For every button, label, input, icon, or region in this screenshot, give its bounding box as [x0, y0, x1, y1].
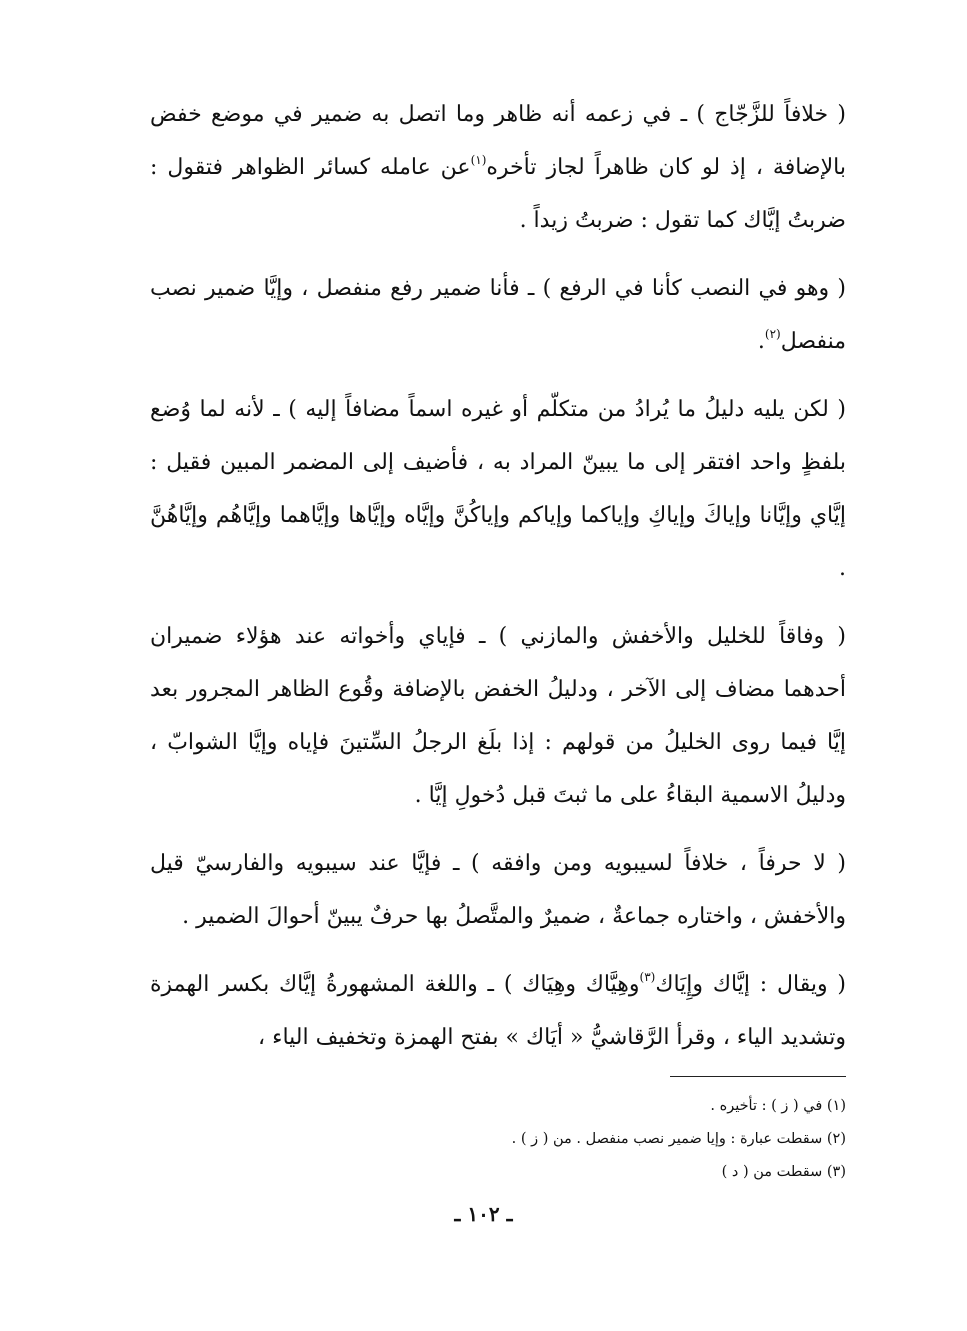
- paragraph-6-text: ( ويقال : إيَّاك وإِيَاك: [655, 972, 846, 997]
- footnotes: [300, 1090, 846, 1189]
- paragraph-1-text-continued: عن عامله كسائر الظواهر فتقول : ضربتُ إيَّاك كما تقول : ضربتُ زيداً .: [150, 155, 846, 233]
- footnote-3: (٣) سقطت من ( د ): [721, 1164, 846, 1180]
- paragraph-2: [150, 262, 846, 368]
- paragraph-1: [150, 88, 846, 247]
- footnote-1: (١) في ( ز ) : تأخيره .: [710, 1098, 846, 1114]
- footnote-separator: [670, 1076, 846, 1077]
- paragraph-1-text: ( خلافاً للزَّجّاج ) ـ في زعمه أنه ظاهر وما اتصل به ضمير في موضع خفض بالإضافة ، إذ لو كان ظاهراً لجاز تأخره: [150, 102, 846, 180]
- paragraph-4: [150, 610, 846, 822]
- page-number: ـ ١٠٢ ـ: [454, 1202, 513, 1226]
- paragraph-4-text: ( وفاقاً للخليل والأخفش والمازني ) ـ فإياي وأخواته عند هؤلاء ضميران أحدهما مضاف إلى الآخر ، ودليلُ الخفض بالإضافة وقُوع الظاهر المجرور بعد إيَّا فيما روى الخليلُ من قولهم : إذا بلَغ الرجلُ السِّتينَ فإياه وإيَّا الشوابّ ، ودليلُ الاسمية البقاءُ على ما ثبتَ قبل دُخولِ إيَّا .: [150, 624, 846, 808]
- paragraph-5-text: ( لا حرفاً ، خلافاً لسيبويه ومن وافقه ) ـ فإيَّا عند سيبويه والفارسيّ قيل والأخفش ، واختاره جماعةٌ ، ضميرٌ والمتَّصلُ بها حرفٌ يبينّ أحوالَ الضمير .: [150, 851, 846, 929]
- footnote-marker-1: (١): [470, 153, 487, 167]
- main-text: [150, 88, 846, 1079]
- footnote-marker-2: (٢): [764, 327, 781, 341]
- paragraph-2-text: ( وهو في النصب كأنا في الرفع ) ـ فأنا ضمير رفع منفصل ، وإيَّا ضمير نصب منفصل: [150, 276, 846, 354]
- paragraph-6: [150, 958, 846, 1064]
- paragraph-2-text-continued: .: [757, 329, 765, 354]
- footnote-marker-3: (٣): [639, 970, 656, 984]
- footnote-2: (٢) سقطت عبارة : وإيا ضمير نصب منفصل . من ( ز ) .: [511, 1131, 846, 1147]
- paragraph-3-text: ( لكن يليه دليلُ ما يُرادُ من متكلّم أو غيره اسماً مضافاً إليه ) ـ لأنه لما وُضع بلفظٍ واحد افتقر إلى ما يبينّ المراد به ، فأضيف إلى المضمر المبين فقيل : إيَّاي وإيَّانا وإياكَ وإياكِ وإياكما وإياكم وإياكُنَّ وإيَّاه وإيَّاها وإيَّاهما وإيَّاهُم وإيَّاهُنَّ .: [150, 397, 846, 581]
- paragraph-6-text-continued: وهِيَّاك وهِيَاك ) ـ واللغة المشهورةُ إيَّاك بكسر الهمزة وتشديد الياء ، وقرأ الرَّقاشيُّ « أيَاك » بفتح الهمزة وتخفيف الياء ،: [150, 972, 846, 1050]
- paragraph-5: [150, 837, 846, 943]
- paragraph-3: [150, 383, 846, 595]
